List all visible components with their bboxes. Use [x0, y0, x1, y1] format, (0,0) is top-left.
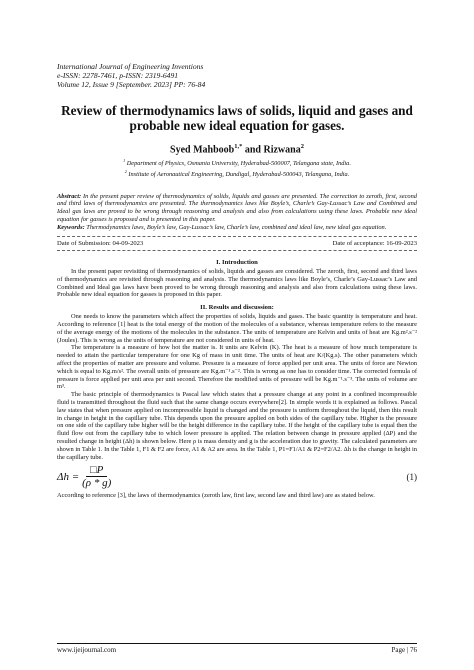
page-footer [57, 643, 417, 654]
results-paragraph-1: One needs to know the parameters which affect the properties of solids, liquids and gases. The basic quantity is temperature and heat. According to reference [1] heat is the total energy of the motion of the molecules of a substance, whereas temperature refers to the measure of the average energy of the motions of the molecules in the substance. The units of temperature are Kelvin and units of heat are Kg.m².s⁻² (Joules). This is wrong as the units of temperature are not considered in units of heat. [57, 313, 417, 344]
author-connector: and [242, 144, 264, 156]
paper-title: Review of thermodynamics laws of solids, liquid and gases and probable new ideal equation for gases. [61, 103, 413, 133]
keywords-text: Thermodynamics laws, Boyle’s law, Gay-Lussac’s law, Charle’s law, combined and ideal law, new ideal gas equation. [84, 224, 387, 232]
affiliation-2-marker: 2 [124, 169, 127, 175]
journal-volume: Volume 12, Issue 9 [September. 2023] PP: 76-84 [57, 80, 206, 89]
equation-body [57, 464, 111, 489]
affiliation-2-text: Institute of Aeronautical Engineering, Dundigal, Hyderabad-500043, Telangana, India. [126, 171, 350, 179]
equation-lhs: Δh = [57, 470, 80, 483]
abstract [57, 193, 417, 225]
author-1: Syed Mahboob [170, 144, 235, 156]
equation-number: (1) [406, 471, 417, 482]
divider-bottom [57, 250, 417, 251]
journal-issn: e-ISSN: 2278-7461, p-ISSN: 2319-6491 [57, 71, 179, 80]
dates-row [57, 240, 417, 247]
results-paragraph-2: The temperature is a measure of how hot the matter is. It units are Kelvin (K). The heat is a measure of how much temperature is needed to attain the particular temperature for one Kg of mass in unit time. The units of heat are K/(Kg.s). The other parameters which affect the properties of matter are pressure and volume. Pressure is a measure of force applied per unit area. The units of force are Newton which is equal to Kg.m/s². The overall units of pressure are Kg.m⁻¹.s⁻². This is wrong as one has to consider time. The corrected formula of pressure is force applied per unit area per unit second. Therefore the modified units of pressure will be Kg.m⁻¹.s⁻³. The units of volume are m³. [57, 344, 417, 391]
affiliation-1 [57, 157, 417, 168]
author-2-marker: 2 [300, 143, 304, 150]
author-1-marker: 1,* [234, 143, 243, 150]
results-paragraph-3: The basic principle of thermodynamics is Pascal law which states that a pressure change at any point in a confined incompressible fluid is transmitted throughout the fluid such that the same change occurs everywhere[2]. In simple words it is explained as follows. Pascal law states that when pressure applied on incompressible liquid is changed and the pressure is uniform throughout the liquid, then this result in change in height in the capillary tube. This depends upon the pressure applied on both sides of the capillary tube. Higher is the pressure on one side of the capillary tube higher will be the height difference in the capillary tube. If the height of the capillary tube is equal then the fluid flow out from the capillary tube to which lower pressure is applied. The relation between change in pressure applied (ΔP) and the resulted change in height (Δh) is shown below. Here ρ is mass density and g is the acceleration due to gravity. The calculated parameters are shown in Table 1. In the Table 1, F1 & F2 are force, A1 & A2 are area. In the Table 1, P1=F1/A1 & P2=F2/A2. Δh is the change in height in the capillary tube. [57, 391, 417, 461]
footer-url: www.ijeijournal.com [57, 646, 117, 654]
keywords [57, 224, 417, 232]
abstract-label: Abstract: [57, 192, 82, 200]
equation-fraction [82, 464, 111, 489]
affiliation-1-marker: 1 [123, 158, 126, 164]
affiliations [57, 157, 417, 179]
acceptance-date: Date of acceptance: 16-09-2023 [332, 240, 417, 248]
footer-rule [57, 643, 417, 644]
equation-numerator: □P [86, 464, 107, 477]
results-paragraph-4: According to reference [3], the laws of thermodynamics (zeroth law, first law, second law and third law) are as stated below. [57, 492, 375, 500]
author-line [57, 143, 417, 155]
submission-date: Date of Submission: 04-09-2023 [57, 240, 144, 248]
equation-denominator: (ρ * g) [82, 477, 112, 490]
footer-page: Page | 76 [391, 646, 417, 654]
equation-1 [57, 464, 417, 489]
affiliation-2 [57, 168, 417, 179]
author-2: Rizwana [263, 144, 301, 156]
affiliation-1-text: Department of Physics, Osmania University, Hyderabad-500007, Telangana state, India. [125, 160, 351, 168]
results-heading: II. Results and discussion: [200, 304, 274, 312]
intro-paragraph: In the present paper revisiting of thermodynamics of solids, liquids and gasses are considered. The zeroth, first, second and third laws of thermodynamics are revisited through reasoning and analysis. The thermodynamics laws like Boyle’s, Charle’s Gay-Lussac’s Law and Combined and Ideal gas laws have been proved to be wrong through reasoning and analysis and also from calculations using these laws. Probable new ideal equation for gasses is proposed in this paper. [57, 268, 417, 299]
footer-row [57, 646, 417, 654]
intro-heading: I. Introduction [216, 259, 258, 267]
abstract-text: In the present paper review of thermodynamics of solids, liquids and gasses are presented. The correction to zeroth, first, second and third laws of thermodynamics are presented. The thermodynamics laws like Boyle’s, Charle’s Gay-Lussac’s Law and Combined and Ideal gas laws are proved to be wrong through reasoning and analysis and also from calculations using these laws. Probable new ideal equation for gasses is proposed and is presented in this paper. [57, 192, 417, 224]
abstract-block [57, 193, 417, 233]
divider-top [57, 236, 417, 237]
keywords-label: Keywords: [57, 224, 85, 232]
journal-name: International Journal of Engineering Inventions [57, 62, 204, 71]
journal-header [57, 62, 417, 89]
